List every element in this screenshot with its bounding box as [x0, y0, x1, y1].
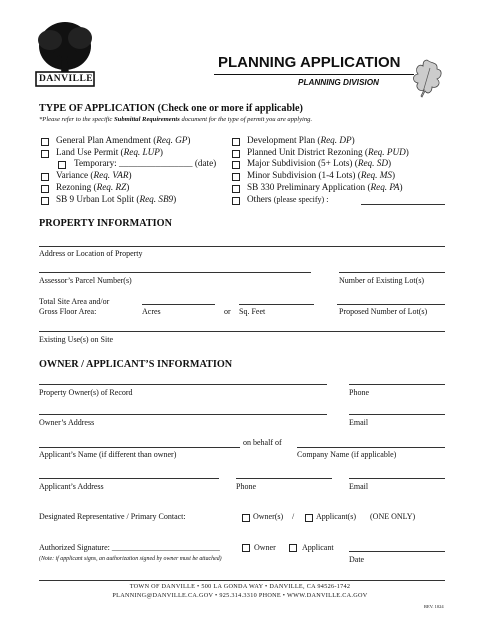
- sig-applicant-checkbox[interactable]: [289, 544, 297, 552]
- logo-text: DANVILLE: [39, 74, 94, 84]
- apn-label: Assessor’s Parcel Number(s): [39, 276, 132, 285]
- owner-phone-field[interactable]: [349, 384, 445, 385]
- others-checkbox[interactable]: [232, 197, 240, 205]
- address-label: Address or Location of Property: [39, 249, 143, 258]
- designated-slash: /: [292, 512, 295, 521]
- development-plan-checkbox[interactable]: [232, 138, 240, 146]
- division-label: PLANNING DIVISION: [298, 78, 379, 87]
- oak-leaf-icon: [410, 58, 444, 98]
- apn-field[interactable]: [39, 272, 311, 273]
- title-rule: [214, 74, 414, 75]
- designated-one-only: (ONE ONLY): [370, 512, 416, 521]
- address-field[interactable]: [39, 246, 445, 247]
- land-use-permit-checkbox[interactable]: [41, 150, 49, 158]
- sqft-field[interactable]: [239, 304, 314, 305]
- others-specify-field[interactable]: [361, 204, 445, 205]
- applicant-name-field[interactable]: [39, 447, 240, 448]
- owner-label: Property Owner(s) of Record: [39, 388, 133, 397]
- applicant-address-label: Applicant’s Address: [39, 482, 104, 491]
- existing-use-field[interactable]: [39, 331, 445, 332]
- temporary-label: Temporary: ________________ (date): [74, 158, 217, 168]
- on-behalf-label: on behalf of: [243, 438, 282, 447]
- footer-rule: [39, 580, 445, 581]
- footer-contact: PLANNING@DANVILLE.CA.GOV • 925.314.3310 PHONE • WWW.DANVILLE.CA.GOV: [112, 592, 368, 599]
- owner-address-field[interactable]: [39, 414, 327, 415]
- sig-owner-label: Owner: [254, 543, 276, 552]
- owner-email-field[interactable]: [349, 414, 445, 415]
- page-title: PLANNING APPLICATION: [218, 54, 401, 71]
- sig-owner-checkbox[interactable]: [242, 544, 250, 552]
- danville-logo: [34, 18, 96, 90]
- revision-label: REV. 1024: [424, 604, 444, 609]
- major-subdivision-checkbox[interactable]: [232, 161, 240, 169]
- applicant-email-field[interactable]: [349, 478, 445, 479]
- designated-applicant-checkbox[interactable]: [305, 514, 313, 522]
- signature-field[interactable]: Authorized Signature: ___________________________: [39, 543, 220, 552]
- footer-address: TOWN OF DANVILLE • 500 LA GONDA WAY • DANVILLE, CA 94526-1742: [129, 583, 351, 590]
- existing-lots-label: Number of Existing Lot(s): [339, 276, 425, 285]
- applicant-address-field[interactable]: [39, 478, 219, 479]
- rezoning-label: Rezoning (Req. RZ): [56, 182, 130, 192]
- general-plan-amendment-checkbox[interactable]: [41, 138, 49, 146]
- pud-rezoning-checkbox[interactable]: [232, 150, 240, 158]
- pud-rezoning-label: Planned Unit District Rezoning (Req. PUD): [247, 147, 409, 157]
- owner-email-label: Email: [349, 418, 369, 427]
- owner-applicant-heading: OWNER / APPLICANT’S INFORMATION: [39, 359, 233, 370]
- acres-field[interactable]: [142, 304, 215, 305]
- land-use-permit-label: Land Use Permit (Req. LUP): [56, 147, 163, 157]
- owner-field[interactable]: [39, 384, 327, 385]
- rezoning-checkbox[interactable]: [41, 185, 49, 193]
- variance-checkbox[interactable]: [41, 173, 49, 181]
- company-name-field[interactable]: [297, 447, 445, 448]
- sig-applicant-label: Applicant: [302, 543, 334, 552]
- minor-subdivision-label: Minor Subdivision (1-4 Lots) (Req. MS): [247, 170, 396, 180]
- sb9-lot-split-checkbox[interactable]: [41, 197, 49, 205]
- minor-subdivision-checkbox[interactable]: [232, 173, 240, 181]
- owner-address-label: Owner’s Address: [39, 418, 95, 427]
- designated-owner-checkbox[interactable]: [242, 514, 250, 522]
- applicant-phone-label: Phone: [236, 482, 256, 491]
- sb9-lot-split-label: SB 9 Urban Lot Split (Req. SB9): [56, 194, 177, 204]
- general-plan-amendment-label: General Plan Amendment (Req. GP): [56, 135, 191, 145]
- site-area-label: Total Site Area and/or: [39, 297, 110, 306]
- applicant-phone-field[interactable]: [236, 478, 332, 479]
- designated-owner-label: Owner(s): [253, 512, 284, 521]
- date-label: Date: [349, 555, 365, 564]
- existing-use-label: Existing Use(s) on Site: [39, 335, 113, 344]
- date-field[interactable]: [349, 551, 445, 552]
- temporary-checkbox[interactable]: [58, 161, 66, 169]
- proposed-lots-field[interactable]: [337, 304, 445, 305]
- signature-note: (Note: if applicant signs, an authorization signed by owner must be attached): [39, 556, 222, 562]
- property-information-heading: PROPERTY INFORMATION: [39, 218, 172, 229]
- gross-floor-label: Gross Floor Area:: [39, 307, 97, 316]
- submittal-note: *Please refer to the specific Submittal Requirements document for the type of permit you are applying.: [39, 116, 313, 123]
- applicant-email-label: Email: [349, 482, 369, 491]
- type-of-application-heading: TYPE OF APPLICATION (Check one or more if applicable): [39, 103, 303, 114]
- development-plan-label: Development Plan (Req. DP): [247, 135, 355, 145]
- applicant-name-label: Applicant’s Name (if different than owner): [39, 450, 177, 459]
- major-subdivision-label: Major Subdivision (5+ Lots) (Req. SD): [247, 158, 392, 168]
- designated-rep-label: Designated Representative / Primary Contact:: [39, 512, 186, 521]
- company-name-label: Company Name (if applicable): [297, 450, 397, 459]
- sqft-label: Sq. Feet: [239, 307, 266, 316]
- others-label: Others (please specify) :: [247, 194, 329, 204]
- acres-label: Acres: [142, 307, 161, 316]
- owner-phone-label: Phone: [349, 388, 369, 397]
- sb330-label: SB 330 Preliminary Application (Req. PA): [247, 182, 403, 192]
- proposed-lots-label: Proposed Number of Lot(s): [339, 307, 428, 316]
- designated-applicant-label: Applicant(s): [316, 512, 356, 521]
- variance-label: Variance (Req. VAR): [56, 170, 132, 180]
- or-label: or: [224, 307, 231, 316]
- existing-lots-field[interactable]: [339, 272, 445, 273]
- sb330-checkbox[interactable]: [232, 185, 240, 193]
